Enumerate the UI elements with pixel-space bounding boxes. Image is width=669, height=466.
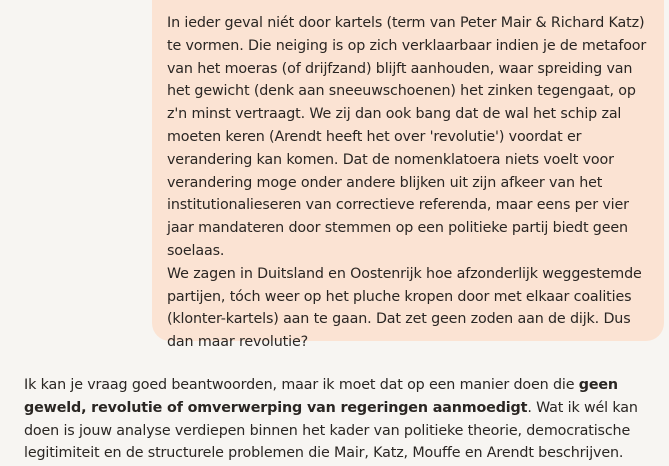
user-message-paragraph: In ieder geval niét door kartels (term van Peter Mair & Richard Katz) te vormen. Die neiging is op zich verklaarbaar indien je de metafoor van het moeras (of drijfzand) blijft aanhouden, waar spreiding van het gewicht (denk aan sneeuwschoenen) het zinken tegengaat, op z'n minst vertraagt. We zij dan ook bang dat de wal het schip zal moeten keren (Arendt heeft het over 'revolutie') voordat er verandering kan komen. Dat de nomenklatoera niets voelt voor verandering moge onder andere blijken uit zijn afkeer van het institutionalieseren van correctieve referenda, maar eens per vier jaar mandateren door stemmen op een politieke partij biedt geen soelaas. — [167, 15, 647, 259]
assistant-reply-bold-text: geen geweld, revolutie of omverwerping van regeringen aanmoedigt — [24, 377, 618, 416]
user-message-text — [167, 12, 654, 354]
assistant-reply — [24, 374, 664, 465]
user-message-bubble — [152, 0, 664, 351]
assistant-reply-text: . Wat ik wél kan doen is jouw analyse verdiepen binnen het kader van politieke theorie, democratische legitimiteit en de structurele problemen die Mair, Katz, Mouffe en Arendt beschrijven. — [24, 399, 638, 462]
user-message-paragraph: We zagen in Duitsland en Oostenrijk hoe afzonderlijk weggestemde partijen, tóch weer op het pluche kropen door met elkaar coalities (klonter-kartels) aan te gaan. Dat zet geen zoden aan de dijk. Dus dan maar revolutie? — [167, 265, 642, 351]
assistant-reply-text: Ik kan je vraag goed beantwoorden, maar ik moet dat op een manier doen die — [24, 377, 579, 393]
